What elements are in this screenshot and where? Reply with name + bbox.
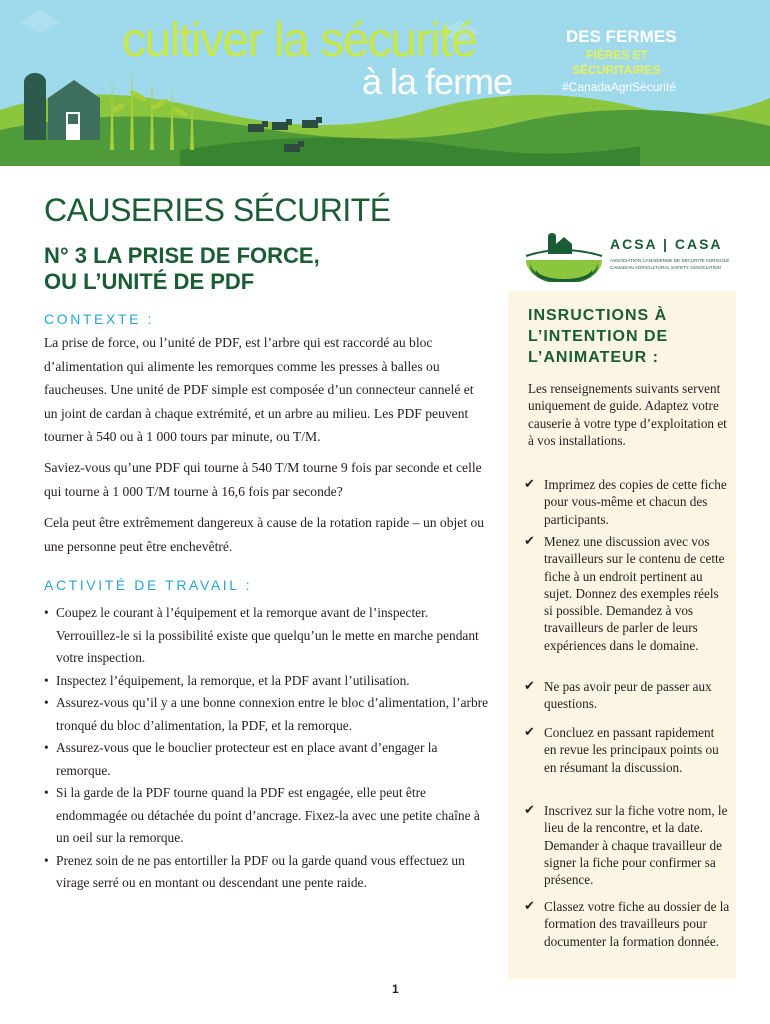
- list-item: • Assurez-vous que le bouclier protecteur est en place avant d’engager la remorque.: [44, 737, 494, 782]
- check-icon: ✔: [524, 477, 535, 492]
- logo-subtitle-en: CANADIAN AGRICULTURAL SAFETY ASSOCIATION: [610, 265, 721, 270]
- sidebar-title: INSRUCTIONS À L’INTENTION DE L’ANIMATEUR :: [528, 307, 669, 366]
- list-item: • Si la garde de la PDF tourne quand la PDF est engagée, elle peut être endommagée ou détachée du point d’ancrage. Fixez-la avec une petite chaîne à un oeil sur la remorque.: [44, 782, 494, 850]
- activite-list: [44, 602, 494, 895]
- banner-title-line2: à la ferme: [362, 61, 513, 102]
- bullet-icon: •: [44, 740, 49, 755]
- contexte-paragraph-3: Cela peut être extrêmement dangereux à cause de la rotation rapide – un objet ou une personne peut être enchevêtré.: [44, 515, 485, 554]
- banner-slogan-line3: SÉCURITAIRES: [572, 63, 661, 77]
- bullet-icon: •: [44, 605, 49, 620]
- logo-name: ACSA | CASA: [610, 236, 723, 252]
- banner-hashtag: #CanadaAgriSécurité: [562, 80, 677, 94]
- logo-emblem-icon: [522, 222, 608, 282]
- banner-slogan-line2: FIÈRES ET: [586, 48, 649, 62]
- check-icon: ✔: [524, 679, 535, 694]
- banner-title: cultiver la sécurité: [122, 14, 477, 67]
- contexte-paragraph-2: Saviez-vous qu’une PDF qui tourne à 540 T/M tourne 9 fois par seconde et celle qui tourne à 1 000 T/M tourne à 16,6 fois par seconde?: [44, 460, 482, 499]
- activite-heading: ACTIVITÉ DE TRAVAIL :: [44, 577, 253, 593]
- bullet-icon: •: [44, 695, 49, 710]
- check-icon: ✔: [524, 534, 535, 549]
- bullet-icon: •: [44, 852, 49, 868]
- list-item: • Assurez-vous qu’il y a une bonne connexion entre le bloc d’alimentation, l’arbre tronqué du bloc d’alimentation, la PDF, et la remorque.: [44, 692, 494, 737]
- header-banner: [0, 0, 770, 166]
- check-icon: ✔: [524, 803, 535, 818]
- bullet-icon: •: [44, 672, 49, 688]
- contexte-paragraph-1: La prise de force, ou l’unité de PDF, est l’arbre qui est raccordé au bloc d’alimentation qui alimente les remorques comme les presses à balles ou faucheuses. Une unité de PDF simple est composée d’un connecteur cannelé et un joint de cardan à chaque extrémité, et un arbre au milieu. Les PDF peuvent tourner à 540 ou à 1 000 tours par minute, ou T/M.: [44, 335, 474, 444]
- page-subtitle: [44, 243, 320, 295]
- check-icon: ✔: [524, 899, 535, 914]
- logo-subtitle-fr: ASSOCIATION CANADIENNE DE SÉCURITÉ AGRICOLE: [610, 258, 730, 263]
- check-icon: ✔: [524, 725, 535, 740]
- banner-slogan-line1: DES FERMES: [566, 27, 677, 46]
- list-item: • Coupez le courant à l’équipement et la remorque avant de l’inspecter. Verrouillez-le si la possibilité existe que quelqu’un le mette en marche pendant votre inspection.: [44, 602, 494, 670]
- subtitle-line1: N° 3 LA PRISE DE FORCE,: [44, 243, 320, 268]
- bullet-icon: •: [44, 785, 49, 800]
- list-item: • Inspectez l’équipement, la remorque, et la PDF avant l’utilisation.: [44, 670, 494, 693]
- contexte-heading: CONTEXTE :: [44, 311, 155, 327]
- silo-icon: [24, 73, 46, 140]
- list-item: • Prenez soin de ne pas entortiller la PDF ou la garde quand vous effectuez un virage serré ou en montant ou descendant une pente raide.: [44, 850, 494, 895]
- subtitle-line2: OU L’UNITÉ DE PDF: [44, 269, 255, 294]
- acsa-casa-logo: [522, 222, 728, 282]
- page-number: 1: [392, 982, 399, 996]
- sidebar-intro: Les renseignements suivants servent uniquement de guide. Adaptez votre causerie à votre type d’exploitation et à vos installations.: [528, 381, 727, 448]
- instructions-sidebar: INSRUCTIONS À L’INTENTION DE L’ANIMATEUR : Les renseignements suivants servent uniquement de guide. Adaptez votre causerie à votre type d’exploitation et à vos installations. ✔ Imprimez des copies de cette fiche pour vous-même et chacun des participants. ✔ Menez une discussion avec vos travailleurs sur le contenu de cette fiche à un endroit pertinent au sujet. Donnez des exemples réels si possible. Demandez à vos travailleurs de parler de leurs expériences dans le domaine. ✔ Ne pas avoir peur de passer aux questions. ✔ Concluez en passant rapidement en revue les principaux points ou en résumant la discussion. ✔ Inscrivez sur la fiche votre nom, le lieu de la rencontre, et la date. Demander à chaque travailleur de signer la fiche pour confirmer sa présence. ✔ Classez votre fiche au dossier de la formation des travailleurs pour documenter la formation donnée.: [508, 291, 736, 979]
- page-title: CAUSERIES SÉCURITÉ: [44, 192, 391, 228]
